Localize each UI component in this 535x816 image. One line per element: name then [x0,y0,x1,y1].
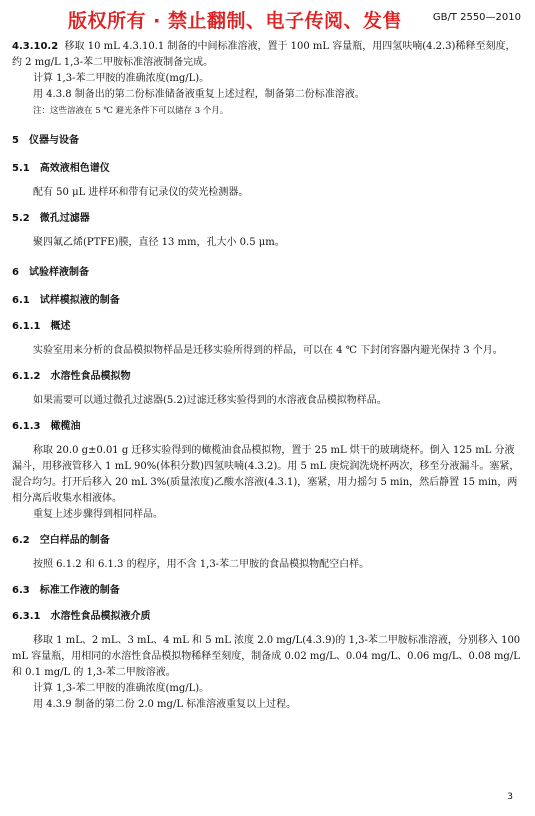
heading-number: 6.1.3 [12,421,41,432]
heading-title: 试验样液制备 [28,267,89,278]
heading-number: 6.2 [12,535,30,546]
heading-number: 6 [12,267,19,278]
heading-number: 6.3 [12,585,30,596]
heading-title: 概述 [50,321,71,332]
heading-5-2 [12,211,522,227]
paragraph-6-3-1-calc: 计算 1,3-苯二甲胺的准确浓度(mg/L)。 [33,683,210,694]
paragraph-6-1-2: 如果需要可以通过微孔过滤器(5.2)过滤迁移实验得到的水溶液食品模拟物样品。 [33,395,387,406]
heading-number: 5.1 [12,163,30,174]
heading-6-2 [12,533,522,549]
page-number: 3 [507,792,513,802]
heading-number: 5.2 [12,213,30,224]
heading-title: 水溶性食品模拟物 [50,371,131,382]
heading-6-1-2 [12,369,522,385]
heading-number: 6.1 [12,295,30,306]
clause-number: 4.3.10.2 [12,41,59,52]
heading-6-3-1 [12,609,522,625]
heading-title: 仪器与设备 [28,135,79,146]
note: 注：这些溶液在 5 ℃ 避光条件下可以储存 3 个月。 [33,106,229,116]
heading-number: 6.1.1 [12,321,41,332]
paragraph-calc: 计算 1,3-苯二甲胺的准确浓度(mg/L)。 [33,73,210,84]
paragraph-4-3-10-2 [12,39,522,71]
clause-text: 移取 10 mL 4.3.10.1 制备的中间标准溶液，置于 100 mL 容量瓶，用四氢呋喃(4.2.3)稀释至刻度，约 2 mg/L 1,3-苯二甲胺标准溶液制备完成。 [12,41,516,68]
paragraph-repeat: 用 4.3.8 制备出的第二份标准储备液重复上述过程，制备第二份标准溶液。 [33,89,365,100]
heading-title: 标准工作液的制备 [39,585,120,596]
paragraph-5-2: 聚四氟乙烯(PTFE)膜，直径 13 mm，孔大小 0.5 μm。 [33,237,285,248]
heading-number: 6.3.1 [12,611,41,622]
paragraph-6-3-1-repeat: 用 4.3.9 制备的第二份 2.0 mg/L 标准溶液重复以上过程。 [33,699,297,710]
heading-title: 高效液相色谱仪 [39,163,110,174]
heading-number: 6.1.2 [12,371,41,382]
paragraph-6-1-3-repeat: 重复上述步骤得到相同样品。 [33,509,163,520]
heading-title: 水溶性食品模拟液介质 [50,611,151,622]
heading-6 [12,265,522,281]
heading-6-1 [12,293,522,309]
watermark-text: 版权所有 · 禁止翻制、电子传阅、发售 [68,10,402,32]
paragraph-6-1-1: 实验室用来分析的食品模拟物样品是迁移实验所得到的样品，可以在 4 ℃ 下封闭容器内避光保持 3 个月。 [33,345,503,356]
heading-6-1-3 [12,419,522,435]
paragraph-6-2: 按照 6.1.2 和 6.1.3 的程序，用不含 1,3-苯二甲胺的食品模拟物配空白样。 [33,559,370,570]
heading-5-1 [12,161,522,177]
heading-title: 试样模拟液的制备 [39,295,120,306]
document-body [12,39,522,713]
heading-title: 橄榄油 [50,421,81,432]
paragraph-6-3-1: 移取 1 mL、2 mL、3 mL、4 mL 和 5 mL 浓度 2.0 mg/L(4.3.9)的 1,3-苯二甲胺标准溶液，分别移入 100 mL 容量瓶，用相同的水溶性食品模拟物稀释至刻度，制备成 0.02 mg/L、0.04 mg/L、0.06 mg/L、0.08 mg/L 和 0.1 mg/L 的 1,3-苯二甲胺溶液。 [12,635,521,678]
heading-6-1-1 [12,319,522,335]
paragraph-6-1-3: 称取 20.0 g±0.01 g 迁移实验得到的橄榄油食品模拟物，置于 25 mL 烘干的玻璃烧杯。倒入 125 mL 分液漏斗，用移液管移入 1 mL 90%(体积分数)四氢呋喃(4.3.2)。用 5 mL 庚烷润洗烧杯两次，移至分液漏斗。塞紧，混合均匀。打开后移入 20 mL 3%(质量浓度)乙酸水溶液(4.3.1)，塞紧，用力摇匀 5 min，然后静置 15 min，两相分离后收集水相液体。 [12,445,520,504]
heading-title: 微孔过滤器 [39,213,90,224]
standard-number: GB/T 2550—2010 [432,12,521,23]
heading-6-3 [12,583,522,599]
heading-title: 空白样品的制备 [39,535,110,546]
heading-5 [12,133,522,149]
paragraph-5-1: 配有 50 μL 进样环和带有记录仪的荧光检测器。 [33,187,249,198]
heading-number: 5 [12,135,19,146]
